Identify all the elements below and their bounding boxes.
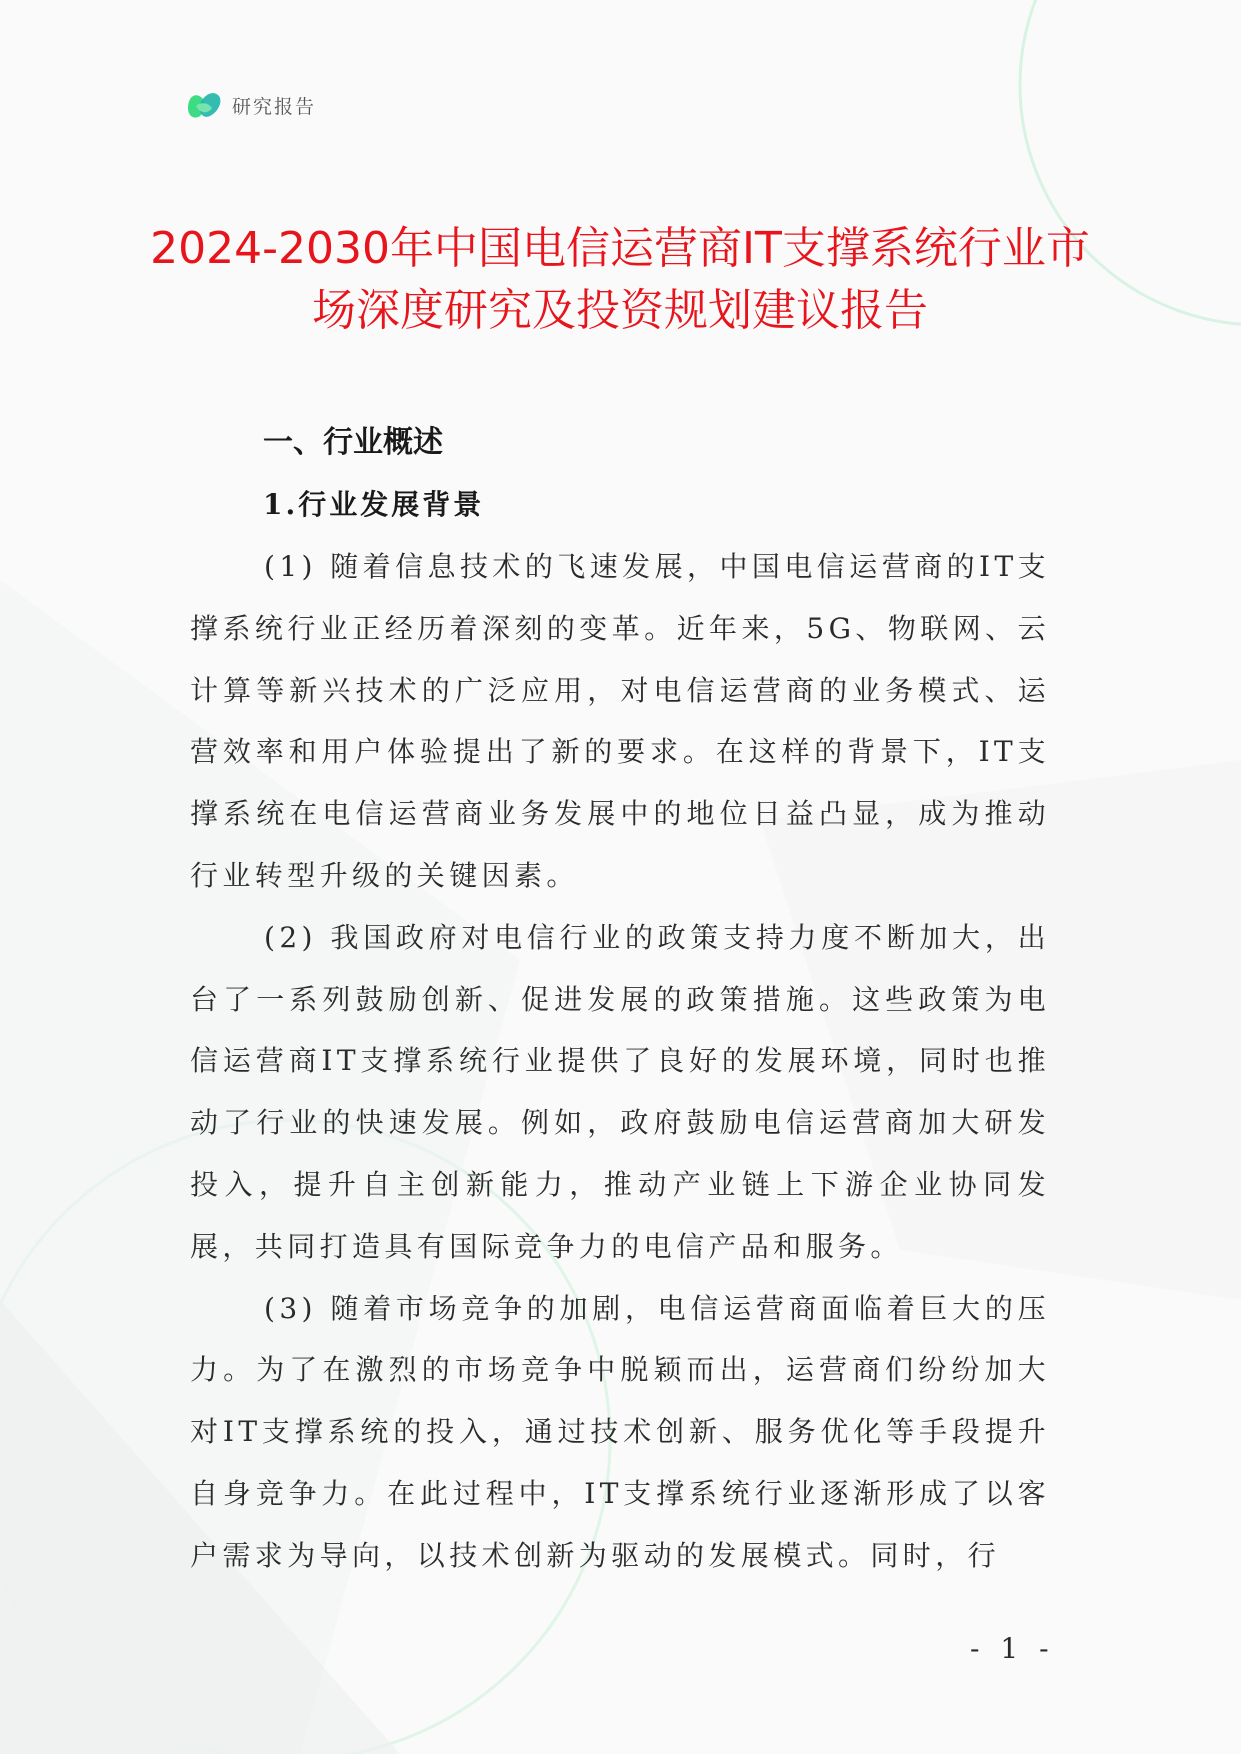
section-heading: 一、行业概述: [263, 425, 443, 460]
header-label: 研究报告: [232, 95, 317, 118]
sub-heading: 1.行业发展背景: [263, 488, 485, 521]
paragraph-2: (2) 我国政府对电信行业的政策支持力度不断加大，出台了一系列鼓励创新、促进发展的政策措施。这些政策为电信运营商IT支撑系统行业提供了良好的发展环境，同时也推动了行业的快速发展。例如，政府鼓励电信运营商加大研发投入，提升自主创新能力，推动产业链上下游企业协同发展，共同打造具有国际竞争力的电信产品和服务。: [190, 920, 1050, 1263]
paragraph-3: (3) 随着市场竞争的加剧，电信运营商面临着巨大的压力。为了在激烈的市场竞争中脱颖而出，运营商们纷纷加大对IT支撑系统的投入，通过技术创新、服务优化等手段提升自身竞争力。在此过程中，IT支撑系统行业逐渐形成了以客户需求为导向，以技术创新为驱动的发展模式。同时，行: [190, 1291, 1050, 1572]
paragraph-1: (1) 随着信息技术的飞速发展，中国电信运营商的IT支撑系统行业正经历着深刻的变革。近年来，5G、物联网、云计算等新兴技术的广泛应用，对电信运营商的业务模式、运营效率和用户体验提出了新的要求。在这样的背景下，IT支撑系统在电信运营商业务发展中的地位日益凸显，成为推动行业转型升级的关键因素。: [190, 550, 1050, 892]
document-title: 2024-2030年中国电信运营商IT支撑系统行业市场深度研究及投资规划建议报告: [150, 223, 1090, 336]
page-number: - 1 -: [970, 1632, 1055, 1665]
document-header: [186, 88, 316, 122]
document-body: [190, 412, 1050, 1587]
brand-logo-icon: [186, 88, 222, 122]
